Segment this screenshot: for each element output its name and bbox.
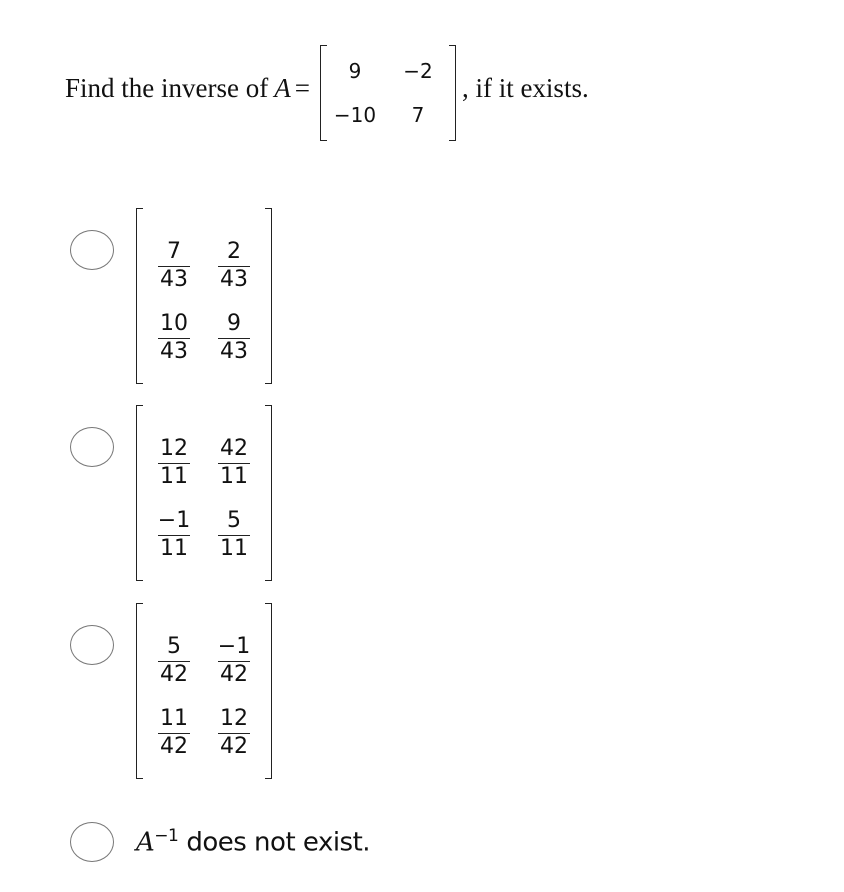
option-4-variable: A xyxy=(136,827,155,858)
numerator: 12 xyxy=(220,706,248,732)
denominator: 43 xyxy=(220,266,248,292)
option-4-superscript: −1 xyxy=(154,826,179,847)
fraction xyxy=(218,240,250,291)
numerator: −1 xyxy=(157,508,191,534)
fraction xyxy=(218,509,250,560)
radio-option-3[interactable] xyxy=(70,625,114,665)
radio-option-1[interactable] xyxy=(70,230,114,270)
fraction xyxy=(158,240,190,291)
option-4-text: does not exist. xyxy=(186,827,371,858)
denominator: 11 xyxy=(220,535,248,561)
fraction xyxy=(156,509,192,560)
fraction xyxy=(158,635,190,686)
question-equals: = xyxy=(294,72,310,103)
denominator: 11 xyxy=(220,463,248,489)
denominator: 11 xyxy=(160,535,188,561)
fraction xyxy=(158,437,190,488)
question-variable: A xyxy=(274,72,291,103)
fraction xyxy=(218,312,250,363)
right-bracket xyxy=(265,405,272,581)
numerator: 42 xyxy=(220,436,248,462)
denominator: 42 xyxy=(160,661,188,687)
right-bracket xyxy=(265,603,272,779)
right-bracket xyxy=(265,208,272,384)
option-4-label xyxy=(136,826,370,858)
denominator: 42 xyxy=(160,733,188,759)
numerator: 9 xyxy=(227,311,241,337)
denominator: 43 xyxy=(160,338,188,364)
matrix-cell: 7 xyxy=(411,103,425,127)
numerator: 10 xyxy=(160,311,188,337)
numerator: 2 xyxy=(227,239,241,265)
option-2-matrix xyxy=(136,405,272,581)
numerator: 11 xyxy=(160,706,188,732)
answer-option-4[interactable] xyxy=(70,822,370,862)
left-bracket xyxy=(320,45,327,141)
question-suffix: , if it exists. xyxy=(461,72,589,103)
left-bracket xyxy=(136,405,143,581)
numerator: 12 xyxy=(160,436,188,462)
question-prefix: Find the inverse of xyxy=(65,72,269,103)
denominator: 11 xyxy=(160,463,188,489)
question-matrix xyxy=(320,45,456,141)
answer-option-3[interactable] xyxy=(70,603,272,779)
numerator: −1 xyxy=(217,634,251,660)
denominator: 43 xyxy=(160,266,188,292)
denominator: 43 xyxy=(220,338,248,364)
question-text xyxy=(65,40,589,136)
matrix-grid xyxy=(144,230,264,374)
matrix-cell: −10 xyxy=(333,103,377,127)
fraction xyxy=(218,707,250,758)
right-bracket xyxy=(449,45,456,141)
radio-option-2[interactable] xyxy=(70,427,114,467)
denominator: 42 xyxy=(220,661,248,687)
fraction xyxy=(218,437,250,488)
denominator: 42 xyxy=(220,733,248,759)
answer-option-2[interactable] xyxy=(70,405,272,581)
matrix-cell: 9 xyxy=(348,59,362,83)
option-3-matrix xyxy=(136,603,272,779)
numerator: 5 xyxy=(227,508,241,534)
left-bracket xyxy=(136,208,143,384)
matrix-grid xyxy=(144,625,264,769)
fraction xyxy=(216,635,252,686)
matrix-grid xyxy=(144,427,264,571)
matrix-cell: −2 xyxy=(403,59,433,83)
left-bracket xyxy=(136,603,143,779)
numerator: 7 xyxy=(167,239,181,265)
radio-option-4[interactable] xyxy=(70,822,114,862)
answer-option-1[interactable] xyxy=(70,208,272,384)
matrix-grid xyxy=(328,49,448,137)
numerator: 5 xyxy=(167,634,181,660)
option-1-matrix xyxy=(136,208,272,384)
fraction xyxy=(158,707,190,758)
fraction xyxy=(158,312,190,363)
